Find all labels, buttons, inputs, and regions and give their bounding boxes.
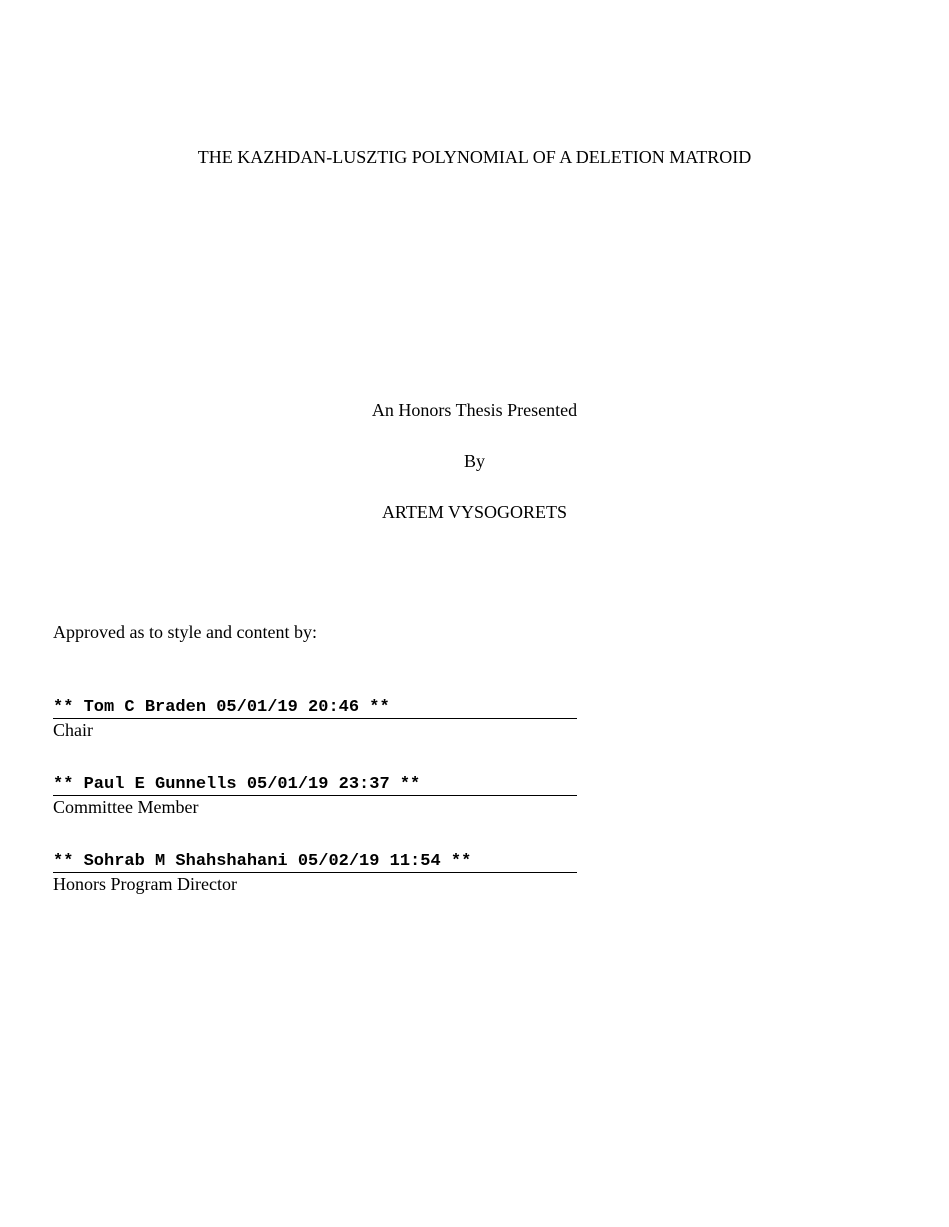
signature-block-chair bbox=[53, 696, 577, 741]
signature-block-committee-member bbox=[53, 773, 577, 818]
signature-block-program-director bbox=[53, 850, 577, 895]
thesis-subtitle: An Honors Thesis Presented bbox=[371, 400, 578, 420]
signature-text: ** Paul E Gunnells 05/01/19 23:37 ** bbox=[53, 775, 421, 794]
signature-role: Honors Program Director bbox=[53, 874, 237, 894]
by-label: By bbox=[463, 451, 485, 471]
thesis-title: THE KAZHDAN-LUSZTIG POLYNOMIAL OF A DELETION MATROID bbox=[197, 147, 752, 167]
signature-role: Committee Member bbox=[53, 797, 199, 817]
author-name: ARTEM VYSOGORETS bbox=[381, 502, 568, 522]
signature-role: Chair bbox=[53, 720, 93, 740]
signature-text: ** Sohrab M Shahshahani 05/02/19 11:54 ** bbox=[53, 852, 472, 871]
signature-line bbox=[53, 696, 577, 719]
signature-line bbox=[53, 773, 577, 796]
approval-statement: Approved as to style and content by: bbox=[53, 622, 317, 642]
signature-text: ** Tom C Braden 05/01/19 20:46 ** bbox=[53, 698, 390, 717]
signature-line bbox=[53, 850, 577, 873]
